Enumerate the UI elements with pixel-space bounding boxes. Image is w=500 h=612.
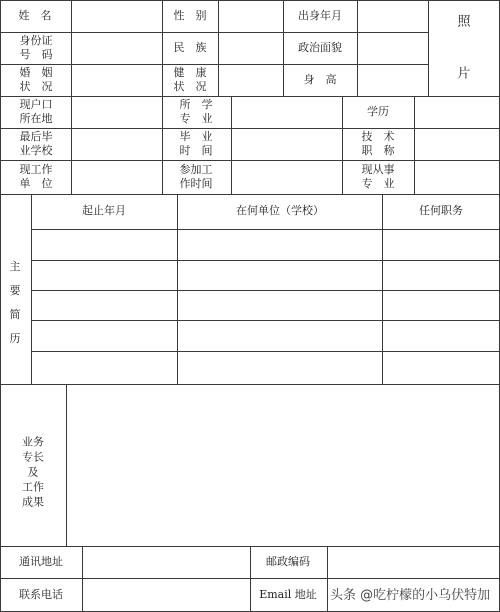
phone-field[interactable] (83, 579, 249, 610)
work-start-field[interactable] (232, 161, 341, 193)
grid-line (342, 96, 343, 194)
major-label: 所 学 专 业 (179, 98, 213, 125)
name-field[interactable] (72, 1, 161, 31)
id-number-label: 身份证 号 码 (19, 34, 53, 61)
grid-line (250, 546, 251, 612)
address-field[interactable] (83, 547, 249, 577)
ethnicity-field[interactable] (219, 33, 282, 63)
grid-line (162, 96, 163, 194)
grid-line (382, 194, 383, 384)
email-label: Email 地址 (259, 588, 317, 601)
education-label: 学历 (367, 105, 389, 118)
photo-label: 照 片 (457, 14, 471, 82)
grid-line (177, 194, 178, 384)
health-label: 健 康 状 况 (173, 66, 207, 93)
grid-line (0, 0, 1, 612)
gender-field[interactable] (219, 1, 282, 31)
expertise-field[interactable] (67, 385, 498, 545)
political-status-label: 政治面貌 (298, 41, 342, 54)
height-label: 身 高 (303, 73, 337, 86)
grid-line (0, 194, 500, 195)
resume-col-unit: 在何单位（学校） (236, 204, 324, 217)
grid-line (31, 351, 500, 352)
address-label: 通讯地址 (19, 555, 63, 568)
technical-title-label: 技 术 职 称 (361, 130, 395, 157)
occupation-label: 现从事 专 业 (361, 163, 395, 190)
birth-date-label: 出身年月 (298, 9, 342, 22)
school-field[interactable] (72, 129, 161, 159)
graduation-time-label: 毕 业 时 间 (179, 130, 213, 157)
grid-line (283, 0, 284, 96)
political-status-field[interactable] (358, 33, 427, 63)
occupation-field[interactable] (415, 161, 498, 193)
expertise-label: 业务 专长 及 工作 成果 (22, 435, 44, 509)
work-start-label: 参加工 作时间 (179, 163, 213, 190)
employer-label: 现工作 单 位 (19, 163, 53, 190)
id-number-field[interactable] (72, 33, 161, 63)
major-field[interactable] (232, 97, 341, 127)
gender-label: 性 别 (173, 9, 207, 22)
resume-label: 主 要 简 历 (9, 260, 21, 345)
graduation-time-field[interactable] (232, 129, 341, 159)
birth-date-field[interactable] (358, 1, 427, 31)
marital-status-label: 婚 姻 状 况 (19, 66, 53, 93)
name-label: 姓 名 (18, 9, 52, 22)
grid-line (162, 0, 163, 96)
hukou-field[interactable] (72, 97, 161, 127)
grid-line (31, 194, 32, 384)
grid-line (31, 320, 500, 321)
grid-line (31, 260, 500, 261)
postcode-label: 邮政编码 (266, 555, 310, 568)
postcode-field[interactable] (328, 547, 498, 577)
photo-field[interactable] (429, 1, 498, 95)
hukou-label: 现户口 所在地 (19, 98, 53, 125)
marital-status-field[interactable] (72, 65, 161, 95)
phone-label: 联系电话 (19, 588, 63, 601)
education-field[interactable] (415, 97, 498, 127)
employer-field[interactable] (72, 161, 161, 193)
resume-col-period: 起止年月 (82, 204, 126, 217)
grid-line (31, 290, 500, 291)
school-label: 最后毕 业学校 (19, 130, 53, 157)
health-field[interactable] (219, 65, 282, 95)
grid-line (31, 229, 500, 230)
ethnicity-label: 民 族 (173, 41, 207, 54)
resume-col-position: 任何职务 (419, 204, 463, 217)
technical-title-field[interactable] (415, 129, 498, 159)
watermark: 头条 @吃柠檬的小乌伏特加 (330, 588, 491, 603)
height-field[interactable] (358, 65, 427, 95)
